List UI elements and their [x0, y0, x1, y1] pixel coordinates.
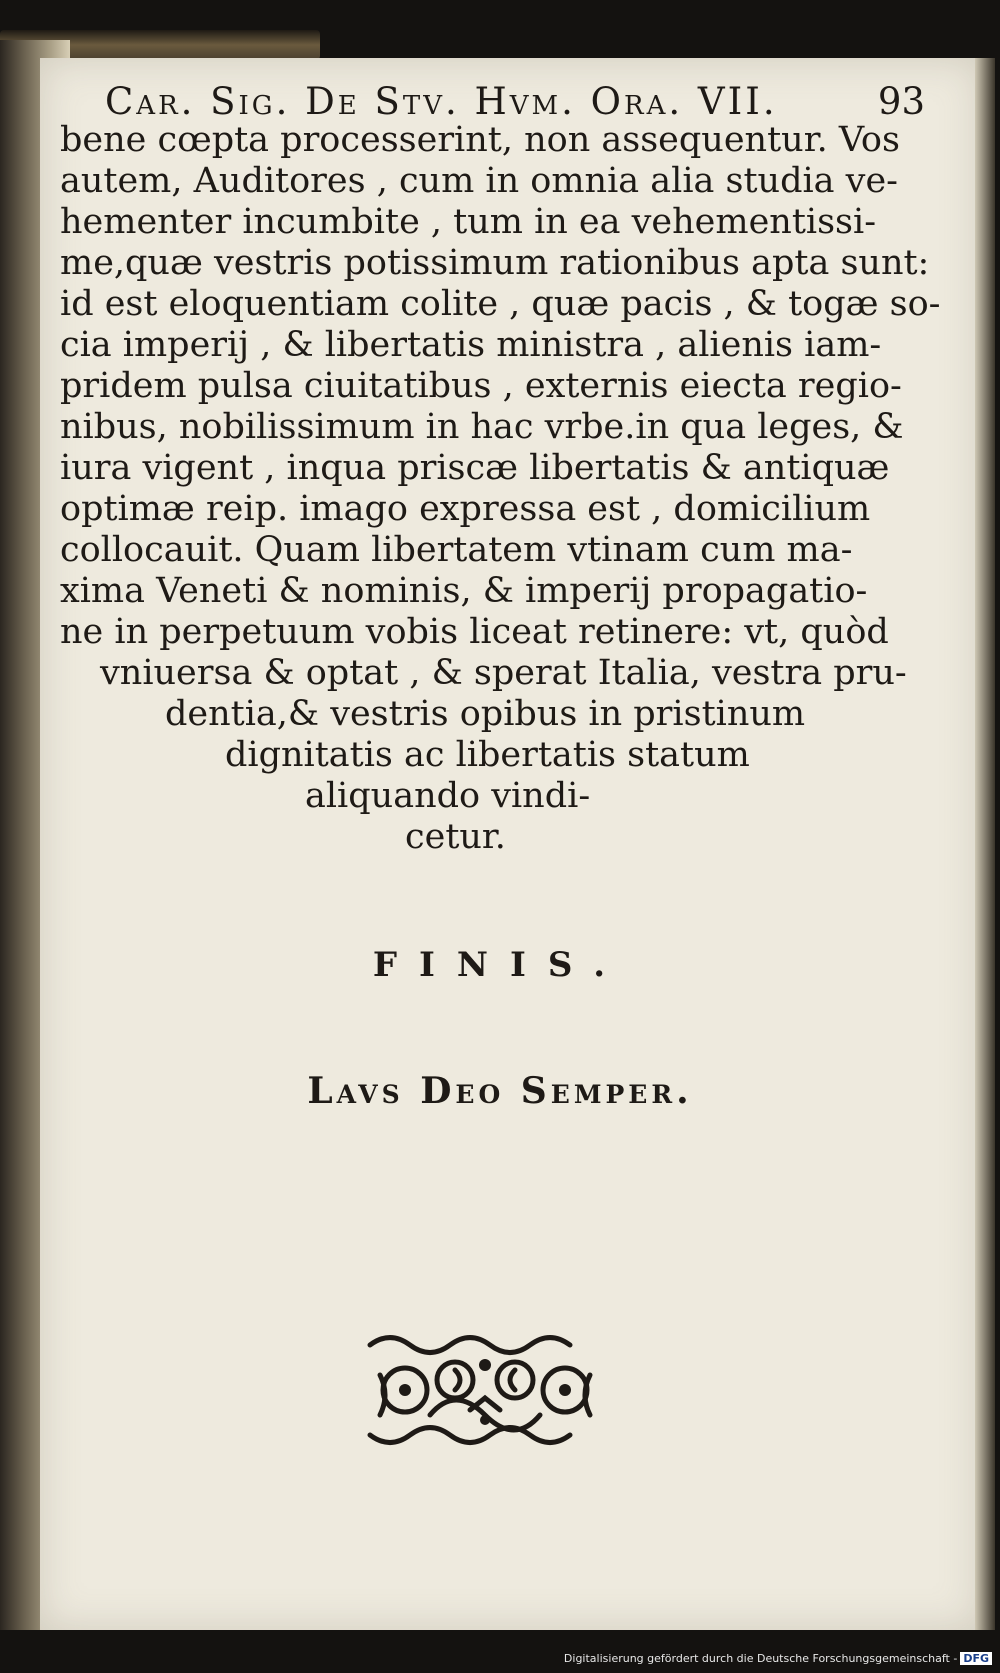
- running-head-title: Car. Sig. De Stv. Hvm. Ora. VII.: [105, 80, 778, 123]
- text-line: bene cœpta processerint, non assequentur. Vos: [60, 120, 900, 160]
- text-line: hementer incumbite , tum in ea vehementissi-: [60, 202, 877, 242]
- running-head: [105, 80, 925, 123]
- text-line: aliquando vindi-: [305, 776, 591, 816]
- text-line: pridem pulsa ciuitatibus , externis eiecta regio-: [60, 366, 902, 406]
- text-line: vniuersa & optat , & sperat Italia, vestra pru-: [100, 653, 907, 693]
- dfg-logo: DFG: [960, 1652, 992, 1665]
- text-line: ne in perpetuum vobis liceat retinere: vt, quòd: [60, 612, 889, 652]
- page-edge: [975, 58, 995, 1630]
- footer-text: Digitalisierung gefördert durch die Deutsche Forschungsgemeinschaft -: [563, 1652, 958, 1665]
- text-line: dentia,& vestris opibus in pristinum: [165, 694, 806, 734]
- text-line: me,quæ vestris potissimum rationibus apta sunt:: [60, 243, 930, 283]
- text-line: xima Veneti & nominis, & imperij propagatio-: [60, 571, 868, 611]
- text-line: optimæ reip. imago expressa est , domicilium: [60, 489, 871, 529]
- text-line: autem, Auditores , cum in omnia alia studia ve-: [60, 161, 898, 201]
- text-line: iura vigent , inqua priscæ libertatis & antiquæ: [60, 448, 890, 488]
- laus-deo-line: Lavs Deo Semper.: [307, 1070, 693, 1112]
- text-line: id est eloquentiam colite , quæ pacis , & togæ so-: [60, 284, 941, 324]
- finis-heading: FINIS.: [372, 945, 628, 985]
- page-number: 93: [877, 80, 925, 123]
- text-line: cetur.: [405, 817, 506, 857]
- text-line: collocauit. Quam libertatem vtinam cum ma-: [60, 530, 853, 570]
- text-line: dignitatis ac libertatis statum: [225, 735, 750, 775]
- text-line: nibus, nobilissimum in hac vrbe.in qua leges, &: [60, 407, 904, 447]
- printers-ornament-icon: [360, 1325, 610, 1455]
- body-text: [60, 120, 941, 858]
- footer-credit: [564, 1652, 992, 1665]
- text-line: cia imperij , & libertatis ministra , alienis iam-: [60, 325, 882, 365]
